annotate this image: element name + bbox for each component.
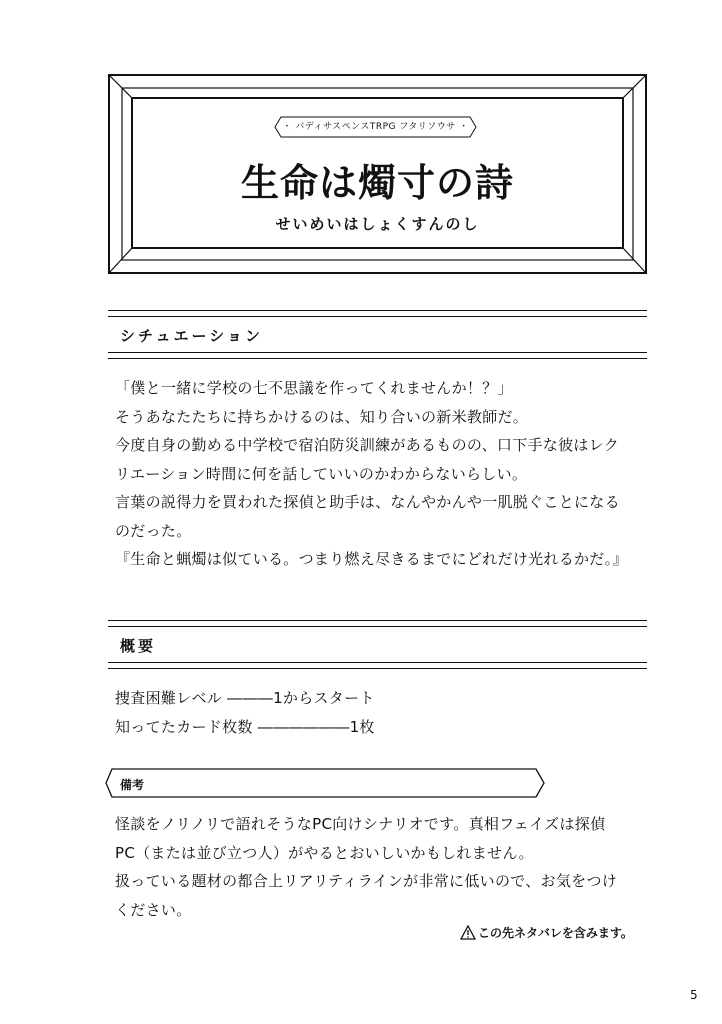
notes-line: 扱っている題材の都合上リアリティラインが非常に低いので、お気をつけ (115, 872, 618, 890)
overview-line: 捜査困難レベル ―――1からスタート (115, 689, 375, 707)
warning-icon (460, 925, 476, 940)
notes-line: 怪談をノリノリで語れそうなPC向けシナリオです。真相フェイズは探偵 (115, 815, 606, 833)
overview-text (115, 684, 375, 741)
notes-tag-frame (104, 768, 546, 798)
situation-heading: シチュエーション (120, 327, 263, 345)
title-frame (0, 0, 722, 300)
page-number: 5 (690, 988, 698, 1002)
situation-line: 言葉の説得力を買われた探偵と助手は、なんやかんや一肌脱ぐことになる (115, 493, 620, 511)
notes-line: ください。 (115, 900, 192, 919)
series-label: ・ バディサスペンスTRPG フタリソウサ ・ (282, 122, 469, 132)
spoiler-text: この先ネタバレを含みます。 (478, 926, 633, 940)
notes-text (115, 810, 617, 924)
situation-line: そうあなたたちに持ちかけるのは、知り合いの新米教師だ。 (115, 407, 529, 426)
overview-heading: 概要 (120, 637, 157, 655)
title-reading: せいめいはしょくすんのし (275, 215, 480, 233)
overview-line: 知ってたカード枚数 ――――――1枚 (115, 717, 375, 736)
situation-line: 「僕と一緒に学校の七不思議を作ってくれませんか！？」 (115, 379, 513, 397)
notes-line: PC（または並び立つ人）がやるとおいしいかもしれません。 (115, 843, 534, 862)
situation-line: 今度自身の勤める中学校で宿泊防災訓練があるものの、口下手な彼はレク (115, 436, 620, 454)
page-title: 生命は燭寸の詩 (240, 161, 514, 205)
notes-label: 備考 (120, 778, 145, 792)
spoiler-warning (460, 924, 633, 941)
situation-line: のだった。 (115, 521, 192, 540)
situation-text (115, 374, 628, 574)
situation-line: 『生命と蝋燭は似ている。つまり燃え尽きるまでにどれだけ光れるかだ。』 (115, 550, 628, 568)
situation-line: リエーション時間に何を話していいのかわからないらしい。 (115, 464, 528, 483)
